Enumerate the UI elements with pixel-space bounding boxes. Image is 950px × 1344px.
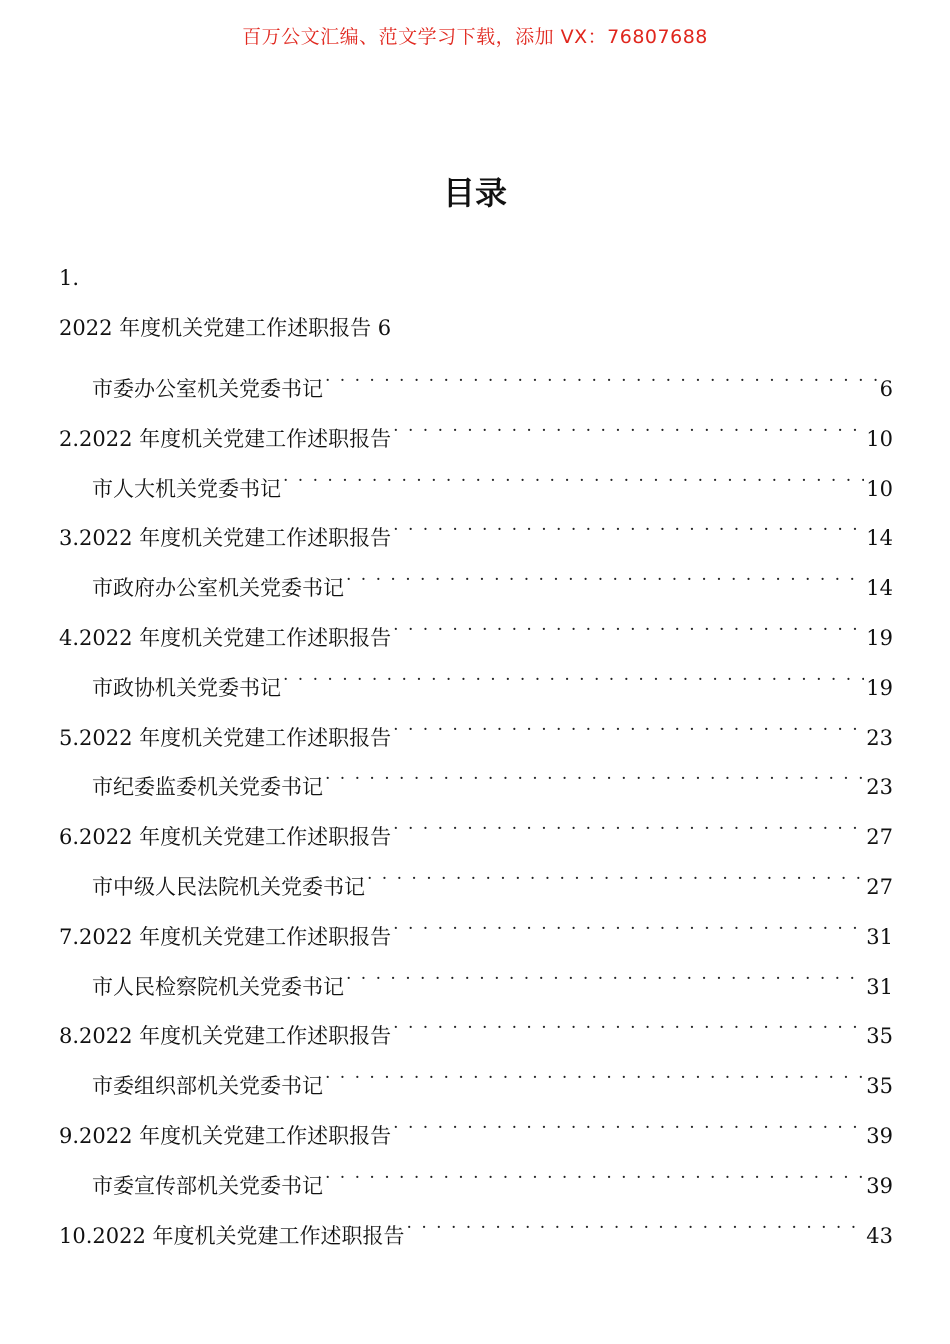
toc-entry-title: 市政府办公室机关党委书记 <box>92 576 344 601</box>
toc-entry-title: 市人大机关党委书记 <box>92 476 281 501</box>
toc-page-number: 19 <box>866 675 893 700</box>
toc-subentry[interactable] <box>59 1153 893 1203</box>
toc-entry[interactable] <box>59 904 893 954</box>
toc-entry[interactable] <box>59 505 893 555</box>
toc-entry-title: 6.2022 年度机关党建工作述职报告 <box>59 825 392 850</box>
toc-subentry[interactable] <box>59 854 893 904</box>
toc-page-number: 35 <box>866 1074 893 1099</box>
toc-subentry[interactable] <box>59 1053 893 1103</box>
dot-leader <box>367 854 864 894</box>
toc-entry-list <box>59 356 893 1252</box>
toc-page-number: 27 <box>866 874 893 899</box>
toc-entry-title: 8.2022 年度机关党建工作述职报告 <box>59 1024 392 1049</box>
toc-entry[interactable] <box>59 406 893 456</box>
toc-entry-title: 5.2022 年度机关党建工作述职报告 <box>59 725 392 750</box>
toc-entry-title: 市政协机关党委书记 <box>92 675 281 700</box>
toc-entry-title: 市委办公室机关党委书记 <box>92 377 323 401</box>
toc-intro-line: 1. <box>59 266 80 290</box>
dot-leader <box>283 655 864 695</box>
table-of-contents <box>59 256 893 1252</box>
dot-leader <box>325 356 878 396</box>
toc-entry[interactable] <box>59 1003 893 1053</box>
toc-entry-title: 10.2022 年度机关党建工作述职报告 <box>59 1223 405 1248</box>
dot-leader <box>325 1153 864 1193</box>
dot-leader <box>393 804 864 844</box>
dot-leader <box>393 605 864 645</box>
toc-page-number: 14 <box>866 526 893 551</box>
toc-subentry[interactable] <box>59 954 893 1004</box>
toc-subentry[interactable] <box>59 555 893 605</box>
dot-leader <box>393 1003 864 1043</box>
dot-leader <box>346 954 864 994</box>
toc-entry-title: 4.2022 年度机关党建工作述职报告 <box>59 625 392 650</box>
toc-page-number: 10 <box>866 476 893 501</box>
toc-entry[interactable] <box>59 705 893 755</box>
toc-entry[interactable] <box>59 1103 893 1153</box>
toc-page-number: 31 <box>866 974 893 999</box>
dot-leader <box>393 705 864 745</box>
toc-entry-title: 3.2022 年度机关党建工作述职报告 <box>59 526 392 551</box>
toc-entry[interactable] <box>59 804 893 854</box>
toc-entry-title: 市人民检察院机关党委书记 <box>92 974 344 999</box>
dot-leader <box>325 1053 864 1093</box>
toc-page-number: 27 <box>866 825 893 850</box>
toc-entry[interactable] <box>59 1203 893 1253</box>
toc-entry-title: 市委宣传部机关党委书记 <box>92 1173 323 1198</box>
toc-page-number: 43 <box>866 1223 893 1248</box>
toc-page-number: 39 <box>866 1123 893 1148</box>
toc-page-number: 10 <box>866 426 893 451</box>
dot-leader <box>346 555 864 595</box>
dot-leader <box>393 406 864 446</box>
toc-page-number: 23 <box>866 725 893 750</box>
toc-page-number: 31 <box>866 924 893 949</box>
toc-entry-title: 7.2022 年度机关党建工作述职报告 <box>59 924 392 949</box>
page-title: 目录 <box>442 174 507 212</box>
toc-subentry[interactable] <box>59 356 893 406</box>
toc-entry-title: 9.2022 年度机关党建工作述职报告 <box>59 1123 392 1148</box>
toc-entry[interactable] <box>59 605 893 655</box>
dot-leader <box>393 904 864 944</box>
dot-leader <box>393 505 864 545</box>
dot-leader <box>325 754 864 794</box>
toc-entry-title: 市中级人民法院机关党委书记 <box>92 874 365 899</box>
toc-subentry[interactable] <box>59 754 893 804</box>
toc-entry-title: 市纪委监委机关党委书记 <box>92 775 323 800</box>
toc-page-number: 23 <box>866 775 893 800</box>
toc-subentry[interactable] <box>59 655 893 705</box>
toc-page-number: 14 <box>866 576 893 601</box>
toc-entry-title: 市委组织部机关党委书记 <box>92 1074 323 1099</box>
dot-leader <box>283 456 864 496</box>
toc-page-number: 39 <box>866 1173 893 1198</box>
toc-subentry[interactable] <box>59 456 893 506</box>
dot-leader <box>393 1103 864 1143</box>
toc-page-number: 19 <box>866 625 893 650</box>
dot-leader <box>407 1203 865 1243</box>
toc-entry-title: 2.2022 年度机关党建工作述职报告 <box>59 426 392 451</box>
toc-page-number: 35 <box>866 1024 893 1049</box>
toc-page-number: 6 <box>879 377 893 401</box>
download-banner: 百万公文汇编、范文学习下载，添加 VX：76807688 <box>242 26 708 48</box>
toc-intro-line: 2022 年度机关党建工作述职报告 6 <box>59 316 392 340</box>
